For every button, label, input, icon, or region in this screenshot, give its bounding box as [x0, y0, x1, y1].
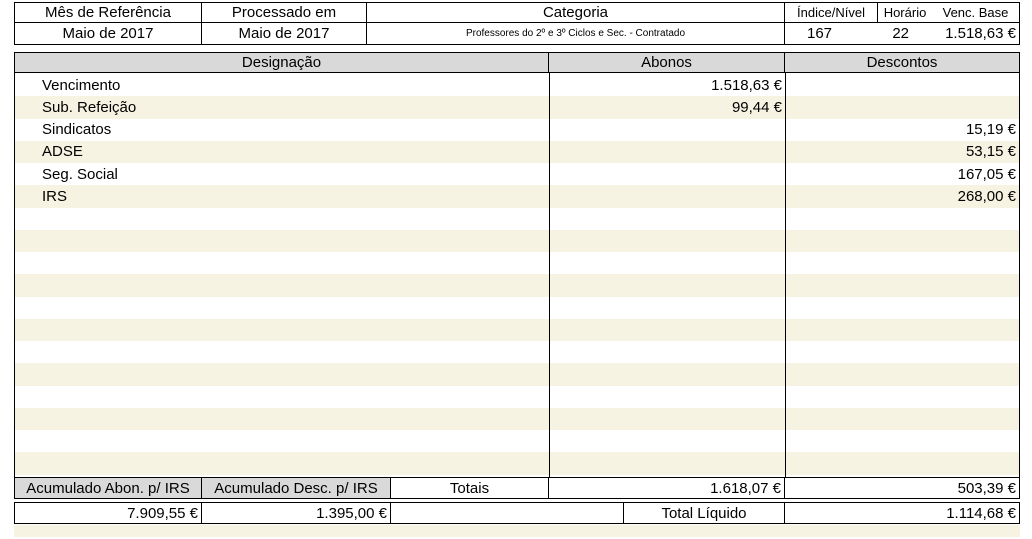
- column-divider: [785, 73, 786, 477]
- row-debit: [786, 452, 1019, 474]
- row-debit: [786, 297, 1019, 319]
- row-credit: [550, 119, 785, 141]
- total-debits: 503,39 €: [785, 477, 1020, 499]
- acc-debits-value: 1.395,00 €: [202, 502, 391, 524]
- row-label: ADSE: [42, 143, 83, 161]
- row-credit: [550, 141, 785, 163]
- row-credit: [550, 163, 785, 185]
- row-credit: [550, 274, 785, 296]
- row-credit: 1.518,63 €: [711, 76, 782, 94]
- row-credit: [550, 252, 785, 274]
- row-label: [42, 319, 542, 341]
- processed-header: Processado em: [202, 2, 367, 23]
- row-label: [42, 252, 542, 274]
- row-credit: [550, 430, 785, 452]
- column-divider: [14, 73, 15, 477]
- row-debit: [786, 341, 1019, 363]
- acc-credits-label: Acumulado Abon. p/ IRS: [14, 477, 202, 499]
- bottom-stripe: [14, 525, 1020, 537]
- row-debit: [786, 96, 1019, 118]
- row-label: [42, 363, 542, 385]
- row-debit: 15,19 €: [965, 121, 1016, 139]
- index-value: 167: [785, 23, 845, 45]
- row-debit: [786, 319, 1019, 341]
- row-debit: [786, 363, 1019, 385]
- row-label: [42, 297, 542, 319]
- net-total-label: Total Líquido: [623, 502, 785, 524]
- row-label: Vencimento: [42, 76, 121, 94]
- row-label: [42, 341, 542, 363]
- row-credit: [550, 297, 785, 319]
- row-credit: [550, 230, 785, 252]
- row-label: [42, 386, 542, 408]
- row-debit: [786, 208, 1019, 230]
- row-credit: [550, 452, 785, 474]
- row-label: Sub. Refeição: [42, 98, 137, 116]
- hours-value: 22: [845, 23, 911, 45]
- row-credit: [550, 408, 785, 430]
- base-value: 1.518,63 €: [911, 23, 1020, 45]
- processed-value: Maio de 2017: [202, 23, 367, 45]
- row-debit: [786, 252, 1019, 274]
- row-label: [42, 452, 542, 474]
- base-header: Venc. Base: [932, 2, 1020, 23]
- row-credit: [550, 208, 785, 230]
- row-debit: [786, 430, 1019, 452]
- category-header: Categoria: [367, 2, 785, 23]
- row-debit: 268,00 €: [957, 187, 1016, 205]
- row-label: [42, 408, 542, 430]
- row-label: Sindicatos: [42, 121, 112, 139]
- net-total-value: 1.114,68 €: [785, 502, 1020, 524]
- row-debit: 167,05 €: [957, 165, 1016, 183]
- row-label: [42, 274, 542, 296]
- ref-month-value: Maio de 2017: [14, 23, 202, 45]
- acc-debits-label: Acumulado Desc. p/ IRS: [202, 477, 391, 499]
- total-credits: 1.618,07 €: [549, 477, 785, 499]
- row-credit: [550, 319, 785, 341]
- column-divider: [1019, 73, 1020, 477]
- category-value: Professores do 2º e 3º Ciclos e Sec. - Contratado: [367, 23, 785, 45]
- row-credit: [550, 363, 785, 385]
- designation-header: Designação: [14, 52, 549, 73]
- row-label: [42, 430, 542, 452]
- row-debit: 53,15 €: [965, 143, 1016, 161]
- row-debit: [786, 408, 1019, 430]
- row-credit: [550, 185, 785, 207]
- row-label: Seg. Social: [42, 165, 118, 183]
- row-debit: [786, 386, 1019, 408]
- hours-header: Horário: [878, 2, 932, 23]
- row-debit: [786, 274, 1019, 296]
- debits-header: Descontos: [785, 52, 1020, 73]
- index-header: Índice/Nível: [785, 2, 878, 23]
- row-credit: 99,44 €: [731, 98, 782, 116]
- row-credit: [550, 341, 785, 363]
- row-label: [42, 208, 542, 230]
- row-debit: [786, 230, 1019, 252]
- totals-label: Totais: [391, 477, 549, 499]
- row-label: [42, 230, 542, 252]
- credits-header: Abonos: [549, 52, 785, 73]
- row-debit: [786, 74, 1019, 96]
- ref-month-header: Mês de Referência: [14, 2, 202, 23]
- column-divider: [549, 73, 550, 477]
- row-label: IRS: [42, 187, 68, 205]
- acc-credits-value: 7.909,55 €: [14, 502, 202, 524]
- empty-cell: [391, 502, 623, 524]
- row-credit: [550, 386, 785, 408]
